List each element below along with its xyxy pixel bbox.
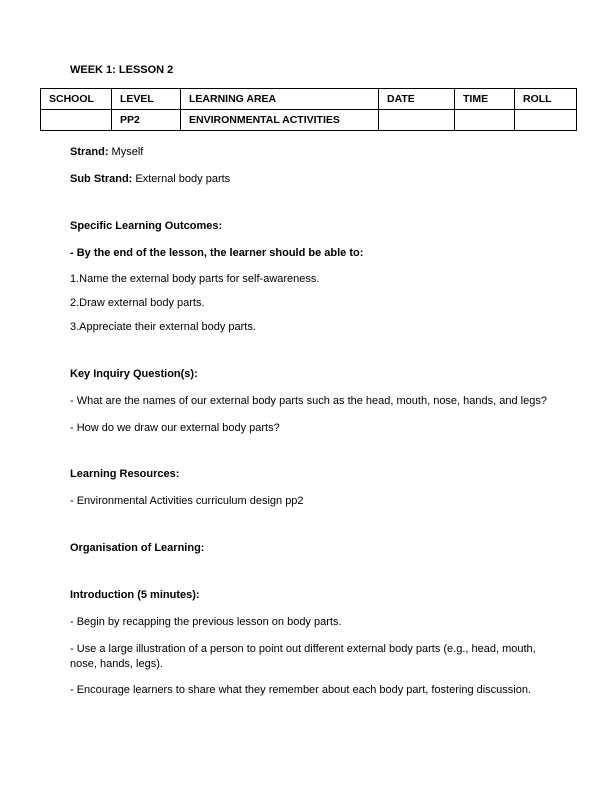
outcome-item-2: 2.Draw external body parts. xyxy=(70,297,205,310)
table-header-school: SCHOOL xyxy=(41,89,112,110)
key-inquiry-question-1: - What are the names of our external body parts such as the head, mouth, nose, hands, and legs? xyxy=(70,394,547,407)
outcomes-heading: Specific Learning Outcomes: xyxy=(70,219,223,232)
document-body xyxy=(70,145,552,698)
key-inquiry-question-2: - How do we draw our external body parts? xyxy=(70,421,280,434)
introduction-item-3: - Encourage learners to share what they remember about each body part, fostering discussion. xyxy=(70,684,532,697)
introduction-heading: Introduction (5 minutes): xyxy=(70,588,200,601)
table-header-level: LEVEL xyxy=(112,89,181,110)
table-cell-learning-area: ENVIRONMENTAL ACTIVITIES xyxy=(181,110,379,131)
sub-strand-line xyxy=(70,172,552,187)
resource-item-1: - Environmental Activities curriculum design pp2 xyxy=(70,495,304,508)
table-header-date: DATE xyxy=(379,89,455,110)
sub-strand-value: External body parts xyxy=(132,172,231,185)
table-cell-time xyxy=(455,110,515,131)
page-title: WEEK 1: LESSON 2 xyxy=(70,64,174,76)
sub-strand-label: Sub Strand: xyxy=(70,172,133,185)
table-cell-date xyxy=(379,110,455,131)
outcome-item-1: 1.Name the external body parts for self-awareness. xyxy=(70,273,320,286)
table-header-learning-area: LEARNING AREA xyxy=(181,89,379,110)
table-value-row xyxy=(41,110,577,131)
strand-value: Myself xyxy=(108,146,144,158)
outcome-item-3: 3.Appreciate their external body parts. xyxy=(70,321,256,334)
outcomes-intro: - By the end of the lesson, the learner should be able to: xyxy=(70,246,364,259)
table-header-row xyxy=(41,89,577,110)
table-cell-school xyxy=(41,110,112,131)
table-cell-level: PP2 xyxy=(112,110,181,131)
table-header-time: TIME xyxy=(455,89,515,110)
introduction-item-1: - Begin by recapping the previous lesson on body parts. xyxy=(70,615,342,628)
table-header-roll: ROLL xyxy=(515,89,577,110)
key-inquiry-heading: Key Inquiry Question(s): xyxy=(70,367,198,380)
resources-heading: Learning Resources: xyxy=(70,468,180,481)
strand-line xyxy=(70,145,552,160)
introduction-item-2: - Use a large illustration of a person to point out different external body parts (e.g., head, mouth, nose, hands, legs). xyxy=(70,642,536,670)
table-cell-roll xyxy=(515,110,577,131)
strand-label: Strand: xyxy=(70,146,109,158)
organisation-heading: Organisation of Learning: xyxy=(70,542,205,555)
lesson-header-table xyxy=(40,88,577,131)
